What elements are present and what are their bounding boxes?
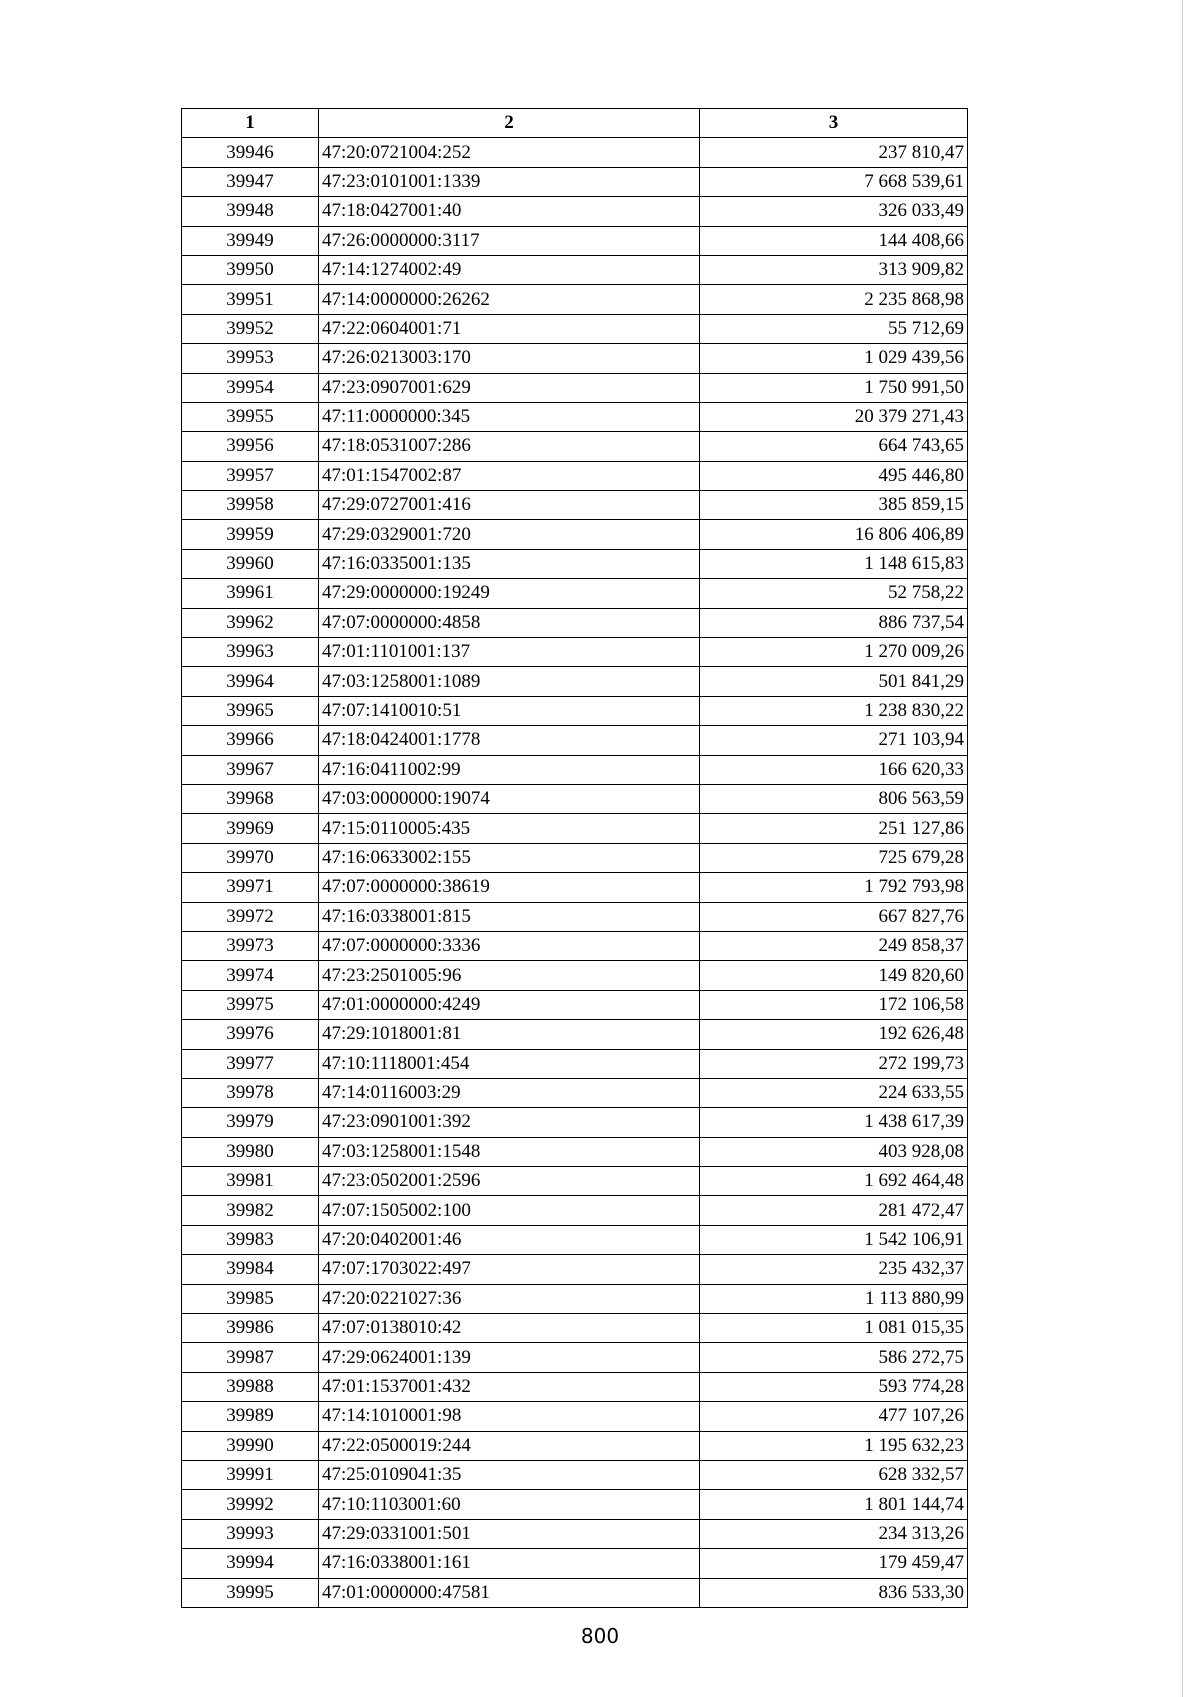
cadastral-value-cell: 477 107,26 <box>700 1402 968 1431</box>
cadastral-value-cell: 192 626,48 <box>700 1020 968 1049</box>
table-header <box>182 109 968 138</box>
cadastral-value-cell: 628 332,57 <box>700 1460 968 1489</box>
row-number-cell: 39947 <box>182 167 319 196</box>
row-number-cell: 39970 <box>182 843 319 872</box>
row-number-cell: 39972 <box>182 902 319 931</box>
cadastral-number-cell: 47:29:0000000:19249 <box>319 579 700 608</box>
cadastral-number-cell: 47:16:0411002:99 <box>319 755 700 784</box>
cadastral-number-cell: 47:11:0000000:345 <box>319 402 700 431</box>
cadastral-value-cell: 249 858,37 <box>700 931 968 960</box>
cadastral-value-cell: 1 801 144,74 <box>700 1490 968 1519</box>
column-header-1: 1 <box>182 109 319 138</box>
column-header-2: 2 <box>319 109 700 138</box>
cadastral-value-cell: 251 127,86 <box>700 814 968 843</box>
table-row <box>182 344 968 373</box>
cadastral-number-cell: 47:01:0000000:47581 <box>319 1578 700 1607</box>
table-row <box>182 726 968 755</box>
row-number-cell: 39990 <box>182 1431 319 1460</box>
cadastral-number-cell: 47:01:1537001:432 <box>319 1372 700 1401</box>
row-number-cell: 39985 <box>182 1284 319 1313</box>
cadastral-number-cell: 47:23:0907001:629 <box>319 373 700 402</box>
cadastral-value-cell: 403 928,08 <box>700 1137 968 1166</box>
cadastral-number-cell: 47:22:0604001:71 <box>319 314 700 343</box>
cadastral-number-cell: 47:14:1274002:49 <box>319 255 700 284</box>
row-number-cell: 39975 <box>182 990 319 1019</box>
table-row <box>182 1167 968 1196</box>
cadastral-value-cell: 234 313,26 <box>700 1519 968 1548</box>
row-number-cell: 39948 <box>182 197 319 226</box>
row-number-cell: 39980 <box>182 1137 319 1166</box>
column-header-3: 3 <box>700 109 968 138</box>
table-row <box>182 549 968 578</box>
row-number-cell: 39969 <box>182 814 319 843</box>
cadastral-number-cell: 47:07:0138010:42 <box>319 1314 700 1343</box>
table-row <box>182 432 968 461</box>
table-row <box>182 520 968 549</box>
table-row <box>182 873 968 902</box>
cadastral-value-cell: 725 679,28 <box>700 843 968 872</box>
table-row <box>182 1343 968 1372</box>
cadastral-value-cell: 501 841,29 <box>700 667 968 696</box>
table-row <box>182 1519 968 1548</box>
cadastral-number-cell: 47:14:0116003:29 <box>319 1078 700 1107</box>
table-row <box>182 402 968 431</box>
row-number-cell: 39989 <box>182 1402 319 1431</box>
cadastral-value-cell: 281 472,47 <box>700 1196 968 1225</box>
table-row <box>182 1372 968 1401</box>
cadastral-number-cell: 47:16:0633002:155 <box>319 843 700 872</box>
cadastral-value-cell: 52 758,22 <box>700 579 968 608</box>
row-number-cell: 39979 <box>182 1108 319 1137</box>
table-row <box>182 931 968 960</box>
row-number-cell: 39993 <box>182 1519 319 1548</box>
table-row <box>182 1137 968 1166</box>
cadastral-number-cell: 47:01:1101001:137 <box>319 638 700 667</box>
page-edge-divider <box>1182 0 1183 1697</box>
row-number-cell: 39966 <box>182 726 319 755</box>
table-row <box>182 696 968 725</box>
cadastral-value-cell: 886 737,54 <box>700 608 968 637</box>
table-row <box>182 638 968 667</box>
cadastral-value-cell: 271 103,94 <box>700 726 968 755</box>
cadastral-number-cell: 47:29:0727001:416 <box>319 491 700 520</box>
cadastral-number-cell: 47:26:0213003:170 <box>319 344 700 373</box>
table-row <box>182 667 968 696</box>
cadastral-value-cell: 20 379 271,43 <box>700 402 968 431</box>
cadastral-value-cell: 806 563,59 <box>700 784 968 813</box>
cadastral-value-cell: 664 743,65 <box>700 432 968 461</box>
row-number-cell: 39994 <box>182 1549 319 1578</box>
cadastral-value-cell: 1 692 464,48 <box>700 1167 968 1196</box>
cadastral-value-cell: 1 195 632,23 <box>700 1431 968 1460</box>
table-row <box>182 608 968 637</box>
cadastral-number-cell: 47:26:0000000:3117 <box>319 226 700 255</box>
row-number-cell: 39974 <box>182 961 319 990</box>
row-number-cell: 39949 <box>182 226 319 255</box>
row-number-cell: 39960 <box>182 549 319 578</box>
table-row <box>182 138 968 167</box>
row-number-cell: 39954 <box>182 373 319 402</box>
cadastral-value-cell: 149 820,60 <box>700 961 968 990</box>
row-number-cell: 39962 <box>182 608 319 637</box>
cadastral-number-cell: 47:03:0000000:19074 <box>319 784 700 813</box>
cadastral-number-cell: 47:07:0000000:38619 <box>319 873 700 902</box>
table-row <box>182 1225 968 1254</box>
cadastral-value-cell: 272 199,73 <box>700 1049 968 1078</box>
cadastral-number-cell: 47:07:1703022:497 <box>319 1255 700 1284</box>
cadastral-number-cell: 47:16:0338001:161 <box>319 1549 700 1578</box>
row-number-cell: 39991 <box>182 1460 319 1489</box>
cadastral-value-cell: 326 033,49 <box>700 197 968 226</box>
row-number-cell: 39983 <box>182 1225 319 1254</box>
cadastral-number-cell: 47:14:1010001:98 <box>319 1402 700 1431</box>
cadastral-number-cell: 47:07:1505002:100 <box>319 1196 700 1225</box>
row-number-cell: 39968 <box>182 784 319 813</box>
cadastral-number-cell: 47:23:0502001:2596 <box>319 1167 700 1196</box>
cadastral-number-cell: 47:01:0000000:4249 <box>319 990 700 1019</box>
cadastral-number-cell: 47:29:1018001:81 <box>319 1020 700 1049</box>
table-row <box>182 1049 968 1078</box>
row-number-cell: 39982 <box>182 1196 319 1225</box>
table-row <box>182 1108 968 1137</box>
cadastral-number-cell: 47:10:1118001:454 <box>319 1049 700 1078</box>
cadastral-value-cell: 1 029 439,56 <box>700 344 968 373</box>
cadastral-value-cell: 224 633,55 <box>700 1078 968 1107</box>
row-number-cell: 39978 <box>182 1078 319 1107</box>
cadastral-number-cell: 47:29:0331001:501 <box>319 1519 700 1548</box>
row-number-cell: 39976 <box>182 1020 319 1049</box>
cadastral-value-cell: 1 081 015,35 <box>700 1314 968 1343</box>
cadastral-number-cell: 47:01:1547002:87 <box>319 461 700 490</box>
cadastral-value-cell: 16 806 406,89 <box>700 520 968 549</box>
row-number-cell: 39959 <box>182 520 319 549</box>
row-number-cell: 39951 <box>182 285 319 314</box>
cadastral-number-cell: 47:18:0427001:40 <box>319 197 700 226</box>
cadastral-value-cell: 1 438 617,39 <box>700 1108 968 1137</box>
cadastral-value-cell: 1 750 991,50 <box>700 373 968 402</box>
cadastral-number-cell: 47:10:1103001:60 <box>319 1490 700 1519</box>
cadastral-value-cell: 7 668 539,61 <box>700 167 968 196</box>
row-number-cell: 39963 <box>182 638 319 667</box>
cadastral-number-cell: 47:20:0402001:46 <box>319 1225 700 1254</box>
table-row <box>182 1284 968 1313</box>
table-row <box>182 1402 968 1431</box>
cadastral-number-cell: 47:14:0000000:26262 <box>319 285 700 314</box>
table-row <box>182 784 968 813</box>
page-number: 800 <box>580 1624 620 1648</box>
row-number-cell: 39957 <box>182 461 319 490</box>
data-table <box>181 108 968 1608</box>
table-row <box>182 167 968 196</box>
cadastral-value-cell: 313 909,82 <box>700 255 968 284</box>
row-number-cell: 39956 <box>182 432 319 461</box>
cadastral-number-cell: 47:23:2501005:96 <box>319 961 700 990</box>
cadastral-number-cell: 47:18:0531007:286 <box>319 432 700 461</box>
cadastral-value-cell: 1 542 106,91 <box>700 1225 968 1254</box>
cadastral-number-cell: 47:15:0110005:435 <box>319 814 700 843</box>
cadastral-value-cell: 1 270 009,26 <box>700 638 968 667</box>
cadastral-value-cell: 495 446,80 <box>700 461 968 490</box>
cadastral-number-cell: 47:29:0329001:720 <box>319 520 700 549</box>
table-row <box>182 1549 968 1578</box>
row-number-cell: 39988 <box>182 1372 319 1401</box>
table-row <box>182 1314 968 1343</box>
cadastral-number-cell: 47:23:0901001:392 <box>319 1108 700 1137</box>
cadastral-value-cell: 235 432,37 <box>700 1255 968 1284</box>
cadastral-value-cell: 385 859,15 <box>700 491 968 520</box>
row-number-cell: 39953 <box>182 344 319 373</box>
table-row <box>182 1460 968 1489</box>
cadastral-number-cell: 47:18:0424001:1778 <box>319 726 700 755</box>
table-row <box>182 197 968 226</box>
cadastral-number-cell: 47:03:1258001:1548 <box>319 1137 700 1166</box>
table-row <box>182 902 968 931</box>
table-row <box>182 1578 968 1607</box>
table-row <box>182 1255 968 1284</box>
cadastral-value-cell: 2 235 868,98 <box>700 285 968 314</box>
cadastral-value-cell: 144 408,66 <box>700 226 968 255</box>
table-row <box>182 579 968 608</box>
cadastral-value-cell: 172 106,58 <box>700 990 968 1019</box>
table-row <box>182 755 968 784</box>
cadastral-value-cell: 166 620,33 <box>700 755 968 784</box>
cadastral-value-cell: 1 148 615,83 <box>700 549 968 578</box>
table-row <box>182 255 968 284</box>
row-number-cell: 39967 <box>182 755 319 784</box>
table-row <box>182 1490 968 1519</box>
row-number-cell: 39958 <box>182 491 319 520</box>
table-row <box>182 373 968 402</box>
table-row <box>182 1431 968 1460</box>
row-number-cell: 39946 <box>182 138 319 167</box>
table-header-row <box>182 109 968 138</box>
cadastral-number-cell: 47:25:0109041:35 <box>319 1460 700 1489</box>
cadastral-number-cell: 47:16:0338001:815 <box>319 902 700 931</box>
row-number-cell: 39981 <box>182 1167 319 1196</box>
cadastral-number-cell: 47:23:0101001:1339 <box>319 167 700 196</box>
row-number-cell: 39961 <box>182 579 319 608</box>
cadastral-number-cell: 47:22:0500019:244 <box>319 1431 700 1460</box>
cadastral-value-cell: 593 774,28 <box>700 1372 968 1401</box>
cadastral-value-cell: 179 459,47 <box>700 1549 968 1578</box>
row-number-cell: 39992 <box>182 1490 319 1519</box>
cadastral-number-cell: 47:03:1258001:1089 <box>319 667 700 696</box>
table-row <box>182 843 968 872</box>
cadastral-number-cell: 47:20:0221027:36 <box>319 1284 700 1313</box>
table-row <box>182 1020 968 1049</box>
row-number-cell: 39984 <box>182 1255 319 1284</box>
table-row <box>182 1196 968 1225</box>
row-number-cell: 39950 <box>182 255 319 284</box>
table-row <box>182 314 968 343</box>
row-number-cell: 39955 <box>182 402 319 431</box>
cadastral-number-cell: 47:29:0624001:139 <box>319 1343 700 1372</box>
cadastral-number-cell: 47:20:0721004:252 <box>319 138 700 167</box>
table-row <box>182 461 968 490</box>
cadastral-number-cell: 47:07:0000000:4858 <box>319 608 700 637</box>
table-row <box>182 961 968 990</box>
cadastral-value-cell: 586 272,75 <box>700 1343 968 1372</box>
row-number-cell: 39977 <box>182 1049 319 1078</box>
cadastral-value-cell: 237 810,47 <box>700 138 968 167</box>
row-number-cell: 39952 <box>182 314 319 343</box>
cadastral-value-cell: 1 113 880,99 <box>700 1284 968 1313</box>
table-row <box>182 1078 968 1107</box>
row-number-cell: 39995 <box>182 1578 319 1607</box>
table-row <box>182 814 968 843</box>
cadastral-value-cell: 836 533,30 <box>700 1578 968 1607</box>
cadastral-number-cell: 47:07:0000000:3336 <box>319 931 700 960</box>
row-number-cell: 39964 <box>182 667 319 696</box>
row-number-cell: 39973 <box>182 931 319 960</box>
cadastral-value-cell: 1 792 793,98 <box>700 873 968 902</box>
cadastral-value-cell: 55 712,69 <box>700 314 968 343</box>
table-row <box>182 285 968 314</box>
row-number-cell: 39986 <box>182 1314 319 1343</box>
row-number-cell: 39987 <box>182 1343 319 1372</box>
table-row <box>182 990 968 1019</box>
cadastral-value-cell: 667 827,76 <box>700 902 968 931</box>
cadastral-number-cell: 47:07:1410010:51 <box>319 696 700 725</box>
table-body <box>182 138 968 1608</box>
row-number-cell: 39965 <box>182 696 319 725</box>
row-number-cell: 39971 <box>182 873 319 902</box>
table-row <box>182 491 968 520</box>
cadastral-value-cell: 1 238 830,22 <box>700 696 968 725</box>
cadastral-number-cell: 47:16:0335001:135 <box>319 549 700 578</box>
table-row <box>182 226 968 255</box>
